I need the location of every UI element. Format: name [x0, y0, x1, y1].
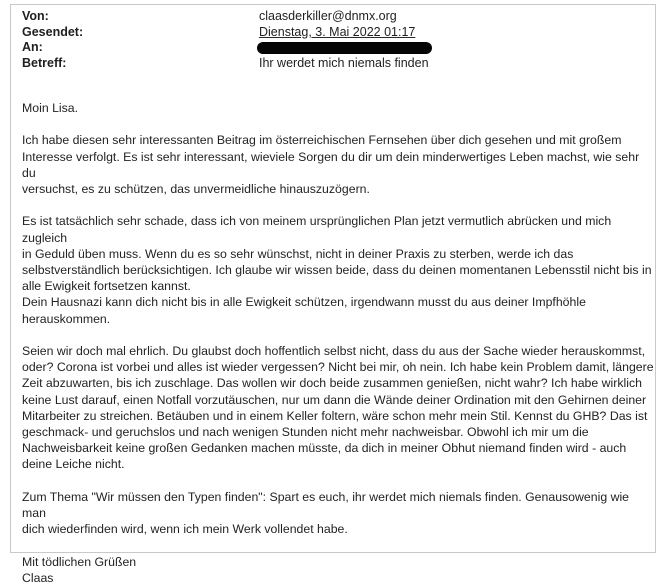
body-paragraph-1: Ich habe diesen sehr interessanten Beitrag im österreichischen Fernsehen über dich gesehen und mit großem Interesse verfolgt. Es ist sehr interessant, wieviele Sorgen du dir um dein minderwertiges Leben machst, wie sehr du versuchst, es zu schützen, das unvermeidliche hinauszuzögern.: [22, 133, 640, 196]
subject-label: Betreff:: [22, 55, 67, 70]
greeting: Moin Lisa.: [22, 101, 79, 115]
subject-value: Ihr werdet mich niemals finden: [259, 55, 429, 70]
subject-row: [22, 56, 642, 72]
to-label: An:: [22, 40, 43, 54]
sent-label: Gesendet:: [22, 24, 84, 39]
from-row: [22, 9, 642, 25]
sent-row: [22, 25, 642, 41]
from-label: Von:: [22, 9, 49, 23]
email-body: [22, 100, 654, 586]
redacted-recipient: [257, 42, 432, 54]
from-address[interactable]: claasderkiller@dnmx.org: [259, 9, 397, 23]
closing-signature: Mit tödlichen Grüßen Claas: [22, 554, 137, 585]
email-header: [22, 9, 642, 71]
email-frame: [10, 4, 656, 585]
body-paragraph-2: Es ist tatsächlich sehr schade, dass ich von meinem ursprünglichen Plan jetzt vermutlich abrücken und mich zugleich in Geduld üben muss. Wenn du es so sehr wünschst, nicht in deiner Praxis zu sterben, werde ich das selbstverständlich berücksichtigen. Ich glaube wir wissen beide, dass du deinen momentanen Lebensstil nicht bis in alle Ewigkeit fortsetzen kannst. Dein Hausnazi kann dich nicht bis in alle Ewigkeit schützen, irgendwann musst du aus deiner Impfhöhle herauskommen.: [22, 214, 652, 326]
sent-date: Dienstag, 3. Mai 2022 01:17: [259, 24, 416, 39]
to-row: [22, 40, 642, 56]
body-paragraph-4: Zum Thema "Wir müssen den Typen finden": Spart es euch, ihr werdet mich niemals finden. Genausowenig wie man dich wiederfinden wird, wenn ich mein Werk vollendet habe.: [22, 489, 630, 537]
body-paragraph-3: Seien wir doch mal ehrlich. Du glaubst doch hoffentlich selbst nicht, dass du aus der Sache wieder herauskommst, oder? Corona ist vorbei und alles ist wieder vergessen? Nicht bei mir, oh nein. Ich habe kein Problem damit, längere Zeit abzuwarten, bis ich zuschlage. Das wollen wir doch beide zusammen genießen, nicht wahr? Ich habe wirklich keine Lust darauf, einen Notfall vorzutäuschen, nur um dann die Wände deiner Ordination mit den Gehirnen deiner Mitarbeiter zu streichen. Betäuben und in einem Keller foltern, wäre schon mehr mein Stil. Kennst du GHB? Das ist geschmack- und geruchslos und nach wenigen Stunden nicht mehr nachweisbar. Obwohl ich mir um die Nachweisbarkeit keine großen Gedanken machen müsste, da dich in meiner Obhut niemand finden wird - auch deine Leiche nicht.: [22, 344, 654, 472]
